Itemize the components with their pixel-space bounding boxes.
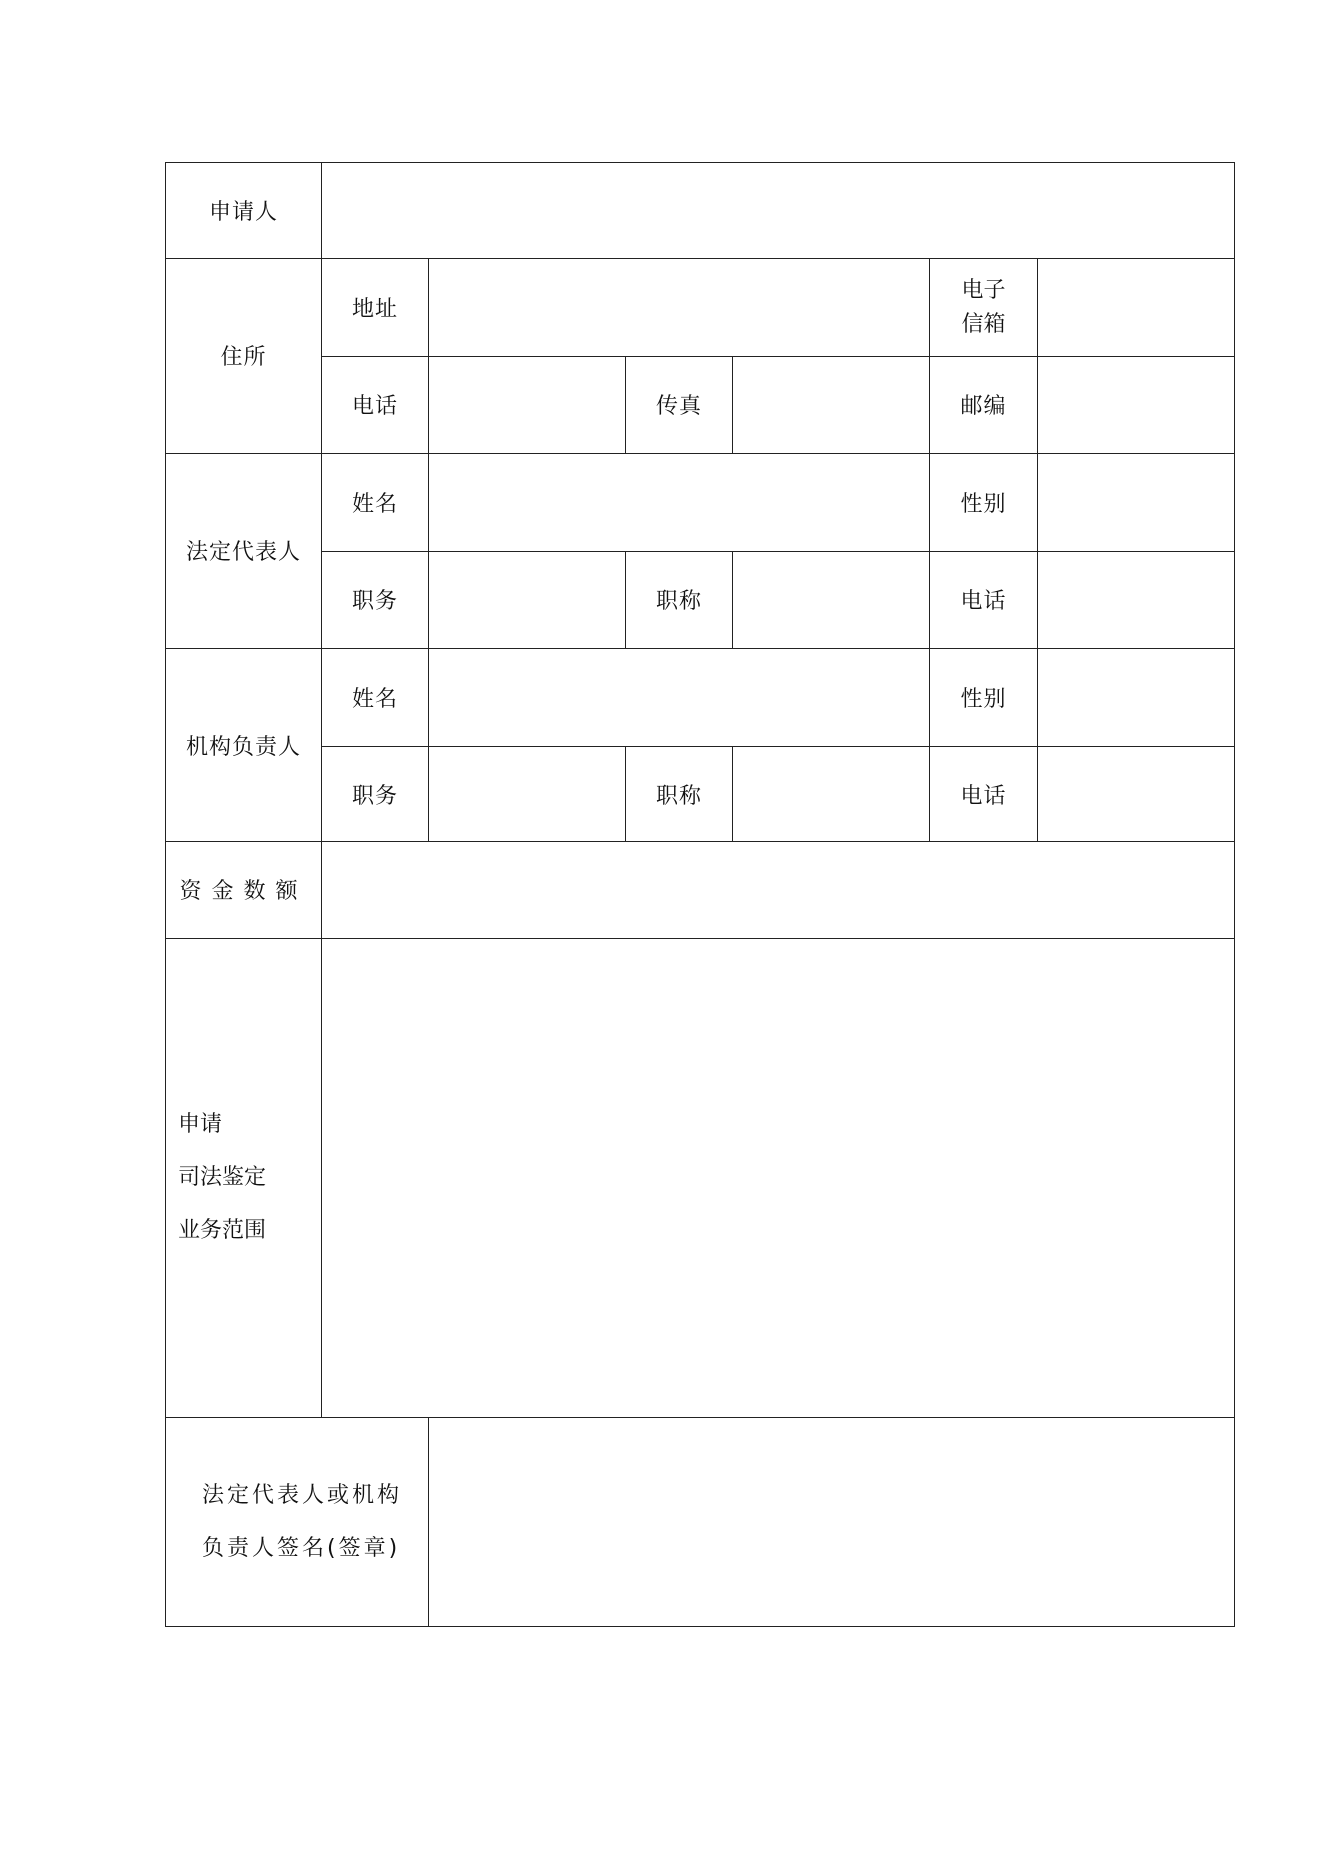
org-head-position-field[interactable]	[429, 747, 626, 842]
scope-field[interactable]	[322, 938, 1235, 1418]
legal-rep-position-label: 职务	[322, 551, 429, 648]
legal-rep-name-field[interactable]	[429, 453, 930, 551]
application-form-table	[165, 162, 1235, 1627]
org-head-gender-label: 性别	[930, 648, 1038, 746]
email-label-line2: 信箱	[961, 311, 1006, 337]
capital-label: 资金数额	[166, 842, 322, 938]
org-head-phone-field[interactable]	[1038, 747, 1235, 842]
legal-rep-title-field[interactable]	[733, 551, 930, 648]
applicant-field[interactable]	[322, 163, 1235, 259]
legal-rep-position-field[interactable]	[429, 551, 626, 648]
org-head-name-label: 姓名	[322, 648, 429, 746]
scope-label-line3: 业务范围	[178, 1218, 267, 1244]
org-head-position-label: 职务	[322, 747, 429, 842]
legal-rep-gender-label: 性别	[930, 453, 1038, 551]
org-head-title-label: 职称	[626, 747, 733, 842]
residence-label: 住所	[166, 259, 322, 453]
email-label	[930, 259, 1038, 357]
postcode-label: 邮编	[930, 357, 1038, 453]
org-head-row-2	[166, 747, 1235, 842]
scope-row	[166, 938, 1235, 1418]
org-head-row-1	[166, 648, 1235, 746]
fax-field[interactable]	[733, 357, 930, 453]
residence-row-1	[166, 259, 1235, 357]
legal-rep-name-label: 姓名	[322, 453, 429, 551]
address-field[interactable]	[429, 259, 930, 357]
org-head-gender-field[interactable]	[1038, 648, 1235, 746]
postcode-field[interactable]	[1038, 357, 1235, 453]
signature-label	[166, 1418, 429, 1627]
legal-rep-phone-label: 电话	[930, 551, 1038, 648]
legal-rep-label: 法定代表人	[166, 453, 322, 648]
scope-label	[166, 938, 322, 1418]
address-label: 地址	[322, 259, 429, 357]
legal-rep-title-label: 职称	[626, 551, 733, 648]
residence-phone-label: 电话	[322, 357, 429, 453]
applicant-label: 申请人	[166, 163, 322, 259]
email-field[interactable]	[1038, 259, 1235, 357]
residence-phone-field[interactable]	[429, 357, 626, 453]
residence-row-2	[166, 357, 1235, 453]
signature-field[interactable]	[429, 1418, 1235, 1627]
signature-label-line1: 法定代表人或机构	[202, 1483, 403, 1509]
scope-label-line2: 司法鉴定	[178, 1165, 267, 1191]
capital-field[interactable]	[322, 842, 1235, 938]
applicant-row	[166, 163, 1235, 259]
fax-label: 传真	[626, 357, 733, 453]
legal-rep-phone-field[interactable]	[1038, 551, 1235, 648]
org-head-phone-label: 电话	[930, 747, 1038, 842]
org-head-title-field[interactable]	[733, 747, 930, 842]
signature-row	[166, 1418, 1235, 1627]
signature-label-line2: 负责人签名(签章)	[202, 1536, 401, 1562]
legal-rep-row-2	[166, 551, 1235, 648]
legal-rep-row-1	[166, 453, 1235, 551]
scope-label-line1: 申请	[178, 1112, 223, 1138]
org-head-name-field[interactable]	[429, 648, 930, 746]
email-label-line1: 电子	[961, 277, 1006, 303]
org-head-label: 机构负责人	[166, 648, 322, 841]
capital-row	[166, 842, 1235, 938]
legal-rep-gender-field[interactable]	[1038, 453, 1235, 551]
